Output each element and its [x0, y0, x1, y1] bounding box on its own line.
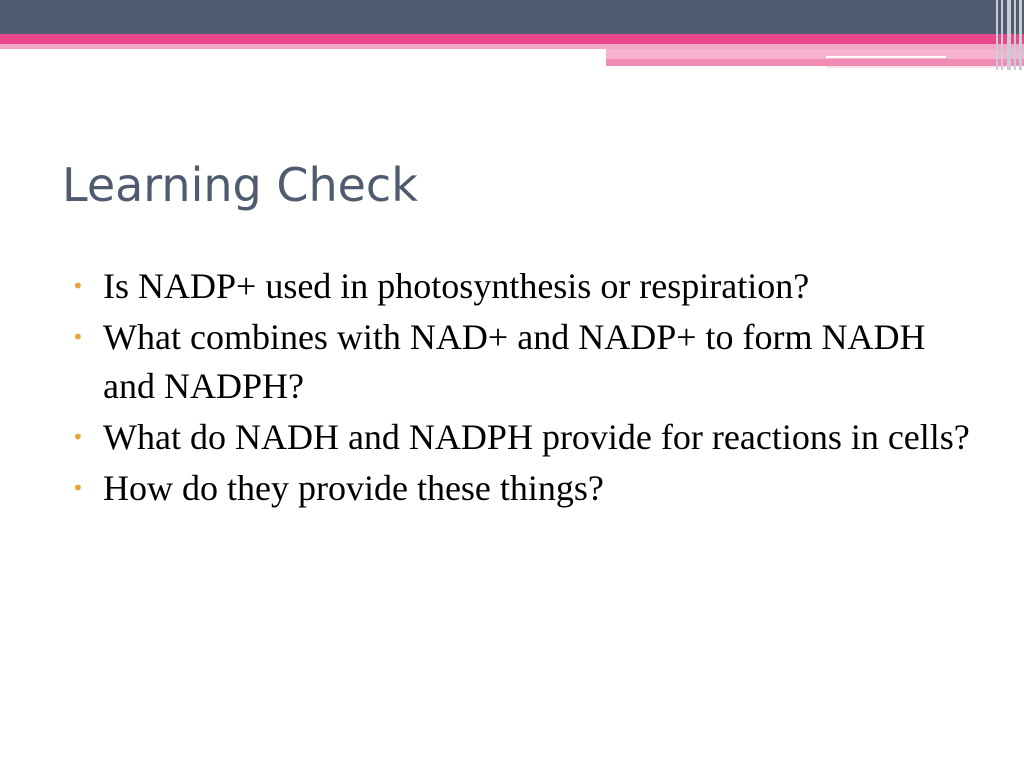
bullet-text: What do NADH and NADPH provide for reactions in cells? — [103, 417, 970, 457]
header-band-line — [826, 56, 946, 58]
bullet-icon: • — [72, 274, 84, 298]
header-stripes — [994, 0, 1024, 70]
bullet-text: How do they provide these things? — [103, 468, 604, 508]
header-band-pink — [0, 34, 1024, 44]
bullet-item — [72, 262, 972, 311]
bullet-icon: • — [72, 425, 84, 449]
header-band-dark — [0, 0, 1024, 34]
bullet-icon: • — [72, 476, 84, 500]
header-band-line-secondary — [826, 66, 1006, 68]
header-band-stub-secondary — [606, 59, 1024, 66]
bullet-text: Is NADP+ used in photosynthesis or respiration? — [103, 266, 810, 306]
bullet-item — [72, 413, 972, 462]
bullet-item — [72, 313, 972, 411]
bullet-item — [72, 464, 972, 513]
bullet-text: What combines with NAD+ and NADP+ to form NADH and NADPH? — [103, 317, 926, 406]
slide-title: Learning Check — [62, 158, 418, 212]
bullet-list — [72, 262, 972, 515]
header-band-stub — [606, 49, 1024, 59]
bullet-icon: • — [72, 325, 84, 349]
